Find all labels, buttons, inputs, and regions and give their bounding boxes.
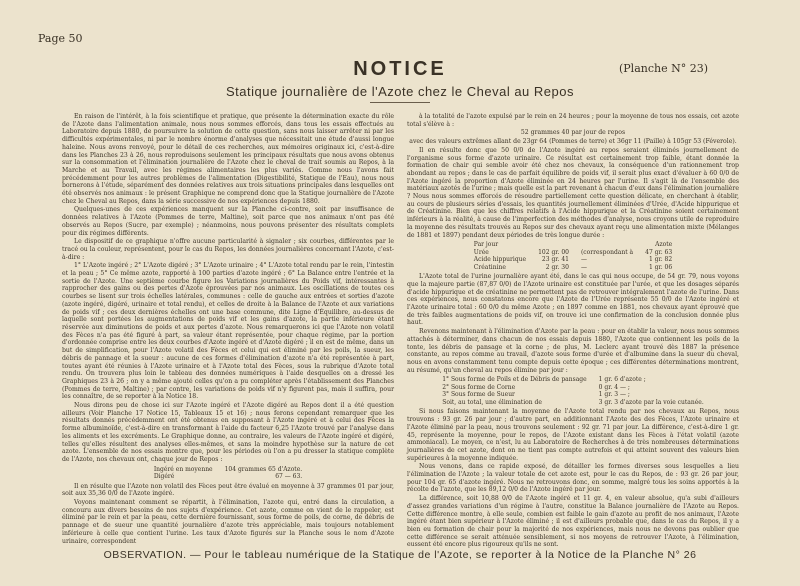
table-header: Par jour xyxy=(473,241,499,249)
table-cell: (correspondant à xyxy=(580,248,634,256)
paragraph: Il en résulte donc que 50 0/0 de l'Azote ingéré au repos seraient éliminés journellement de l'organisme sous forme d'azote urinaire. Ce résultat est certainement trop faible, étant donnée la formation de chair qui semble avoir été chez nos chevaux, la conséquence d'un rationnement trop abondant au repos ; dans le cas de parfait équilibre de poids vif, il serait plus exact d'évaluer à 60 0/0 de l'Azote ingéré la proportion d'Azote éliminée en 24 heures par l'urine. Il s'agit là de l'ensemble des matériaux azotés de l'urine ; mais quelle est la part revenant à chacun d'eux dans l'élimination journalière ? Nous nous sommes efforcés de résoudre partiellement cette question délicate, en cherchant à établir, au cours de plusieurs séries d'essais, les quantités journellement éliminées d'Urée, d'Acide hippurique et de Créatinine. Bien que les chiffres relatifs à l'Acide hippurique et la Créatinine soient certainement inférieurs à la réalité, à cause de l'imperfection des méthodes d'analyse, nous croyons utile de reproduire la moyenne des résultats trouvés au Repos sur des chevaux ayant reçu une alimentation mixte (Mélanges de 1881 et 1897) pendant deux périodes de très longue durée : xyxy=(407,146,740,239)
table-header-row xyxy=(468,241,678,249)
page-number: Page 50 xyxy=(38,32,83,45)
table-row xyxy=(468,256,678,264)
paragraph: Voyons maintenant comment se répartit, à l'élimination, l'azote qui, entré dans la circulation, a concouru aux divers besoins de nos sujets d'expérience. Cet azote, comme on vient de le rappeler, est éliminé par le rein et par la peau, cette dernière fournissant, sous forme de poils, de corne, de débris de pannage et de sueur une quantité journalière d'azote très appréciable, mais toujours notablement inférieure à celle que contient l'urine. Les taux d'Azote figurés sur la Planche sous le nom d'Azote urinaire, correspondent xyxy=(62,499,394,545)
table-row xyxy=(436,391,710,399)
table-cell: Ingéré en moyenne xyxy=(153,465,213,473)
table-row xyxy=(436,399,710,407)
paragraph: Si nous faisons maintenant la moyenne de l'Azote total rendu par nos chevaux au Repos, nous trouvons : 93 gr. 26 par jour ; d'autre part, en additionnant l'Azote des des Fèces, l'Azote urinaire et l'Azote éliminé par la peau, nous trouvons seulement : 92 gr. 71 par jour. La différence, c'est-à-dire 1 gr. 45, représente la moyenne, pour le repos, de l'Azote existant dans les Fèces à l'état volatil (azote ammoniacal). Le moyen, ce n'est, lu au Laboratoire de Recherches à de très nombreuses déterminations journalières de cet azote, dont on ne tient pas compte autrefois et qui atteint souvent des valeurs bien supérieures à la moyenne indiquée. xyxy=(407,408,739,462)
table-row xyxy=(148,473,308,481)
table-cell: 67 — 63. xyxy=(275,473,303,481)
table-cell: Digéré xyxy=(153,473,175,481)
table-cell: — xyxy=(580,256,587,264)
paragraph: à la totalité de l'azote expulsé par le rein en 24 heures ; pour la moyenne de tous nos essais, cet azote total s'élève à : xyxy=(407,113,739,128)
paragraph: La différence, soit 10,88 0/0 de l'Azote ingéré et 11 gr. 4, en valeur absolue, qu'a subi d'ailleurs d'assez grandes variations d'un régime à l'autre, constitue la Balance journalière de l'Azote au Repos. Cette différence montre, à elle seule, combien est faible le gain d'azote au profit de nos animaux, l'Azote ingéré étant bien supérieur à l'Azote éliminé ; il est d'ailleurs probable que, dans le cas du Repos, il y a bien eu formation de chair pour la majorité de nos expériences, mais nous ne devons pas oublier que cette différence se serait atténuée sensiblement, si nos moyens de retrouver l'Azote, à l'élimination, eussent été encore plus rigoureux qu'ils ne sont. xyxy=(407,495,739,549)
table-cell: 3° Sous forme de Sueur xyxy=(442,391,515,399)
table-cell: 47 gr. 63 xyxy=(645,248,673,256)
table-cell: 1° Sous forme de Poils et de Débris de pansage xyxy=(442,376,587,384)
notice-title: NOTICE xyxy=(353,58,447,80)
table-row xyxy=(468,264,678,272)
table-row xyxy=(468,249,678,257)
paragraph: 1° L'Azote ingéré ; 2° L'Azote digéré ; 3° L'Azote urinaire ; 4° L'Azote total rendu par le rein, l'intestin et la peau ; 5° Ce même azote, rapporté à 100 parties d'azote ingéré ; 6° La Balance entre l'entrée et la sortie de l'Azote. Une septième courbe figure les Variations journalières du Poids vif, intéressantes à rapprocher des gains ou des pertes d'Azote éprouvées par nos animaux. Les oscillations de toutes ces courbes se lisent sur trois échelles latérales, communes : celle de gauche aux entrées et sorties d'azote (azote ingéré, digéré, urinaire et total rendu), et celles de droite à la Balance de l'Azote et aux variations de poids vif ; ces deux dernières échelles ont une base commune, dite Ligne d'Équilibre, au-dessus de laquelle sont portées les augmentations de poids vif et les gains d'azote, la partie inférieure étant réservée aux diminutions de poids et aux pertes d'azote. Nous remarquerons ici que l'Azote non volatil des Fèces n'a pas été figuré à part, sa valeur étant représentée, pour chaque régime, par la portion d'ordonnée comprise entre les deux courbes d'Azote ingéré et d'Azote digéré ; il en est de même, dans un but de simplification, pour l'Azote volatil des Fèces et celui qui est éliminé par les poils, la sueur, les débris de pannage et la sueur : aucune de ces formes d'élimination d'azote n'a été représentée à part, toutes ayant été réunies à l'Azote urinaire et à l'Azote total des Fèces, sous la rubrique d'Azote total rendu. On trouvera plus loin le tableau des données numériques à l'aide desquelles on a dressé les Graphiques 23 à 26 ; on y a même ajouté celles qu'on a pu compléter après l'établissement des Planches (Pommes de terre, Maltine) ; par contre, les variations de poids vif n'y figurent pas, mais il suffira, pour les connaître, de se reporter à la Notice 18. xyxy=(62,262,394,401)
observation-note: OBSERVATION. — Pour le tableau numérique de la Statique de l'Azote, se reporter à la Notice de la Planche N° 26 xyxy=(103,549,697,561)
table-cell: 23 gr. 41 xyxy=(541,256,569,264)
skin-elimination-table xyxy=(436,376,710,406)
title-divider xyxy=(370,102,430,103)
table-cell: 1 gr. 82 xyxy=(648,256,673,264)
table-cell: — xyxy=(580,263,587,271)
table-cell: 2 gr. 30 xyxy=(545,263,569,271)
table-cell: Acide hippurique xyxy=(473,256,527,264)
table-cell: 104 grammes 65 d'Azote. xyxy=(224,465,303,473)
table-row xyxy=(436,376,710,384)
paragraph: Nous dirons peu de chose ici sur l'Azote ingéré et l'Azote digéré au Repos dont il a été question ailleurs (Voir Planche 17 Notice 15, Tableaux 15 et 16) ; nous ferons cependant remarquer que les résultats donnés précédemment ont été obtenus en supposant à l'Azote ingéré et à celui des Fèces la forme albuminoïde, c'est-à-dire en transformant à l'aide du facteur 6,25 l'Azote trouvé par l'analyse dans les aliments et les excréments. Le Graphique donne, au contraire, les valeurs de l'Azote ingéré et digéré, telles qu'elles résultent des analyses elles-mêmes, et sans la moindre hypothèse sur la nature de cet azote. L'ensemble de nos essais montre que, pour les périodes où l'on a pu dresser la statique complète de l'Azote, nos chevaux ont, chaque jour de Repos : xyxy=(62,402,394,463)
highlight-line: avec des valeurs extrêmes allant de 23gr 64 (Pommes de terre) et 36gr 11 (Paille) à 105gr 53 (Féverole). xyxy=(409,138,737,146)
plate-number: (Planche N° 23) xyxy=(618,62,708,75)
paragraph: Quelques-unes de ces expériences manquent sur la Planche ci-contre, soit par insuffisance de données relatives à l'Azote (Pommes de terre, Maltine), soit parce que nos animaux n'ont pas été observés au Repos (Sucre, par exemple) ; néanmoins, nous pouvons présenter des résultats complets pour dix régimes différents. xyxy=(62,206,394,237)
nitrogen-intake-table xyxy=(148,466,308,481)
urine-components-table xyxy=(468,241,678,271)
highlight-line: 52 grammes 40 par jour de repos xyxy=(520,129,626,137)
paragraph: L'Azote total de l'urine journalière ayant été, dans le cas qui nous occupe, de 54 gr. 79, nous voyons que la majeure partie (87,87 0/0) de l'Azote urinaire est constituée par l'urée, et que les dosages séparés d'acide hippurique et de créatinine ne permettent pas de retrouver intégralement l'azote de l'urine. Dans ces expériences, nous constatons encore que l'Azote de l'Urée représente 55 0/0 de l'Azote ingéré et l'Azote urinaire total : 60 0/0 du même Azote ; en 1897 comme en 1881, nos chevaux ayant éprouvé que de très faibles augmentations de poids vif, on trouve ici une confirmation de la conclusion donnée plus haut. xyxy=(407,273,739,327)
paragraph: En raison de l'intérêt, à la fois scientifique et pratique, que présente la détermination exacte du rôle de l'Azote dans l'alimentation animale, nous nous sommes efforcés, dans tous les essais effectués au Laboratoire depuis 1880, de poursuivre la solution de cette question, sans nous laisser arrêter ni par les difficultés expérimentales, ni par le nombre énorme d'analyses que nécessitait une étude d'aussi longue haleine. Nous avons renvoyé, pour le détail de ces recherches, aux mémoires originaux ici, c'est-à-dire dans les Planches 23 à 26, nous reproduisons seulement les principaux résultats que nous avons obtenus sur la consommation et l'élimination journalière de l'Azote chez le cheval de trait soumis au Repos, à la Marche et au Travail, avec les régimes alimentaires les plus variés. Comme nous l'avons fait précédemment pour les autres problèmes de l'alimentation (Digestibilité, Statique de l'Eau), nous nous bornerons à l'étude, séparément des données relatives aux trois situations principales dans lesquelles ont été observés nos animaux : le présent Graphique ne comprend donc que la Statique journalière de l'Azote chez le Cheval au Repos, dans la série successive de nos expériences depuis 1880. xyxy=(62,113,394,205)
table-cell: 102 gr. 00 xyxy=(538,248,569,256)
paragraph: Le dispositif de ce graphique n'offre aucune particularité à signaler ; six courbes, différentes par le tracé ou la couleur, représentent, pour le cas du Repos, les données journalières concernant l'Azote, c'est-à-dire : xyxy=(62,238,394,261)
paragraph: Revenons maintenant à l'élimination d'Azote par la peau : pour en établir la valeur, nous nous sommes attachés à déterminer, dans chacun de nos essais depuis 1880, l'Azote que contiennent les poils de la tonte, les débris de pansage et la corne ; de plus, M. Leclerc ayant trouvé dès 1887 la présence constante, au repos comme au travail, d'azote sous forme d'urée et d'albumine dans la sueur du cheval, nous en avons constamment tenu compte depuis cette époque ; ces différentes déterminations montrent, au résumé, qu'un cheval au repos élimine par jour : xyxy=(407,328,739,374)
right-column xyxy=(407,113,740,549)
table-row xyxy=(148,466,308,474)
left-column xyxy=(62,113,394,545)
table-cell: Créatinine xyxy=(473,263,506,271)
table-cell: 3 gr. 3 d'azote par la voie cutanée. xyxy=(598,398,704,406)
paragraph: Nous venons, dans ce rapide exposé, de détailler les formes diverses sous lesquelles a lieu l'élimination de l'Azote ; la valeur totale de cet azote est, pour le cas du Repos, de : 93 gr. 26 par jour, pour 104 gr. 65 d'azote ingéré. Nous ne retrouvons donc, en somme, malgré tous les soins apportés à la récolte de l'azote, que les 89,12 0/0 de l'Azote ingéré par jour. xyxy=(407,463,739,494)
paragraph: Il en résulte que l'Azote non volatil des Fèces peut être évalué en moyenne à 37 grammes 01 par jour, soit aux 35,36 0/0 de l'Azote ingéré. xyxy=(62,482,394,498)
table-row xyxy=(436,384,710,392)
table-cell: 2° Sous forme de Corne xyxy=(442,383,516,391)
table-cell: 0 gr. 4 — ; xyxy=(598,383,630,391)
table-cell: Soit, au total, une élimination de xyxy=(442,398,542,406)
table-cell: 1 gr. 06 xyxy=(648,263,673,271)
page-subtitle: Statique journalière de l'Azote chez le Cheval au Repos xyxy=(226,84,574,99)
table-cell: 1 gr. 6 d'azote ; xyxy=(598,376,646,384)
table-cell: 1 gr. 3 — ; xyxy=(598,391,630,399)
table-cell: Urée xyxy=(473,248,489,256)
table-header: Azote xyxy=(655,241,673,249)
